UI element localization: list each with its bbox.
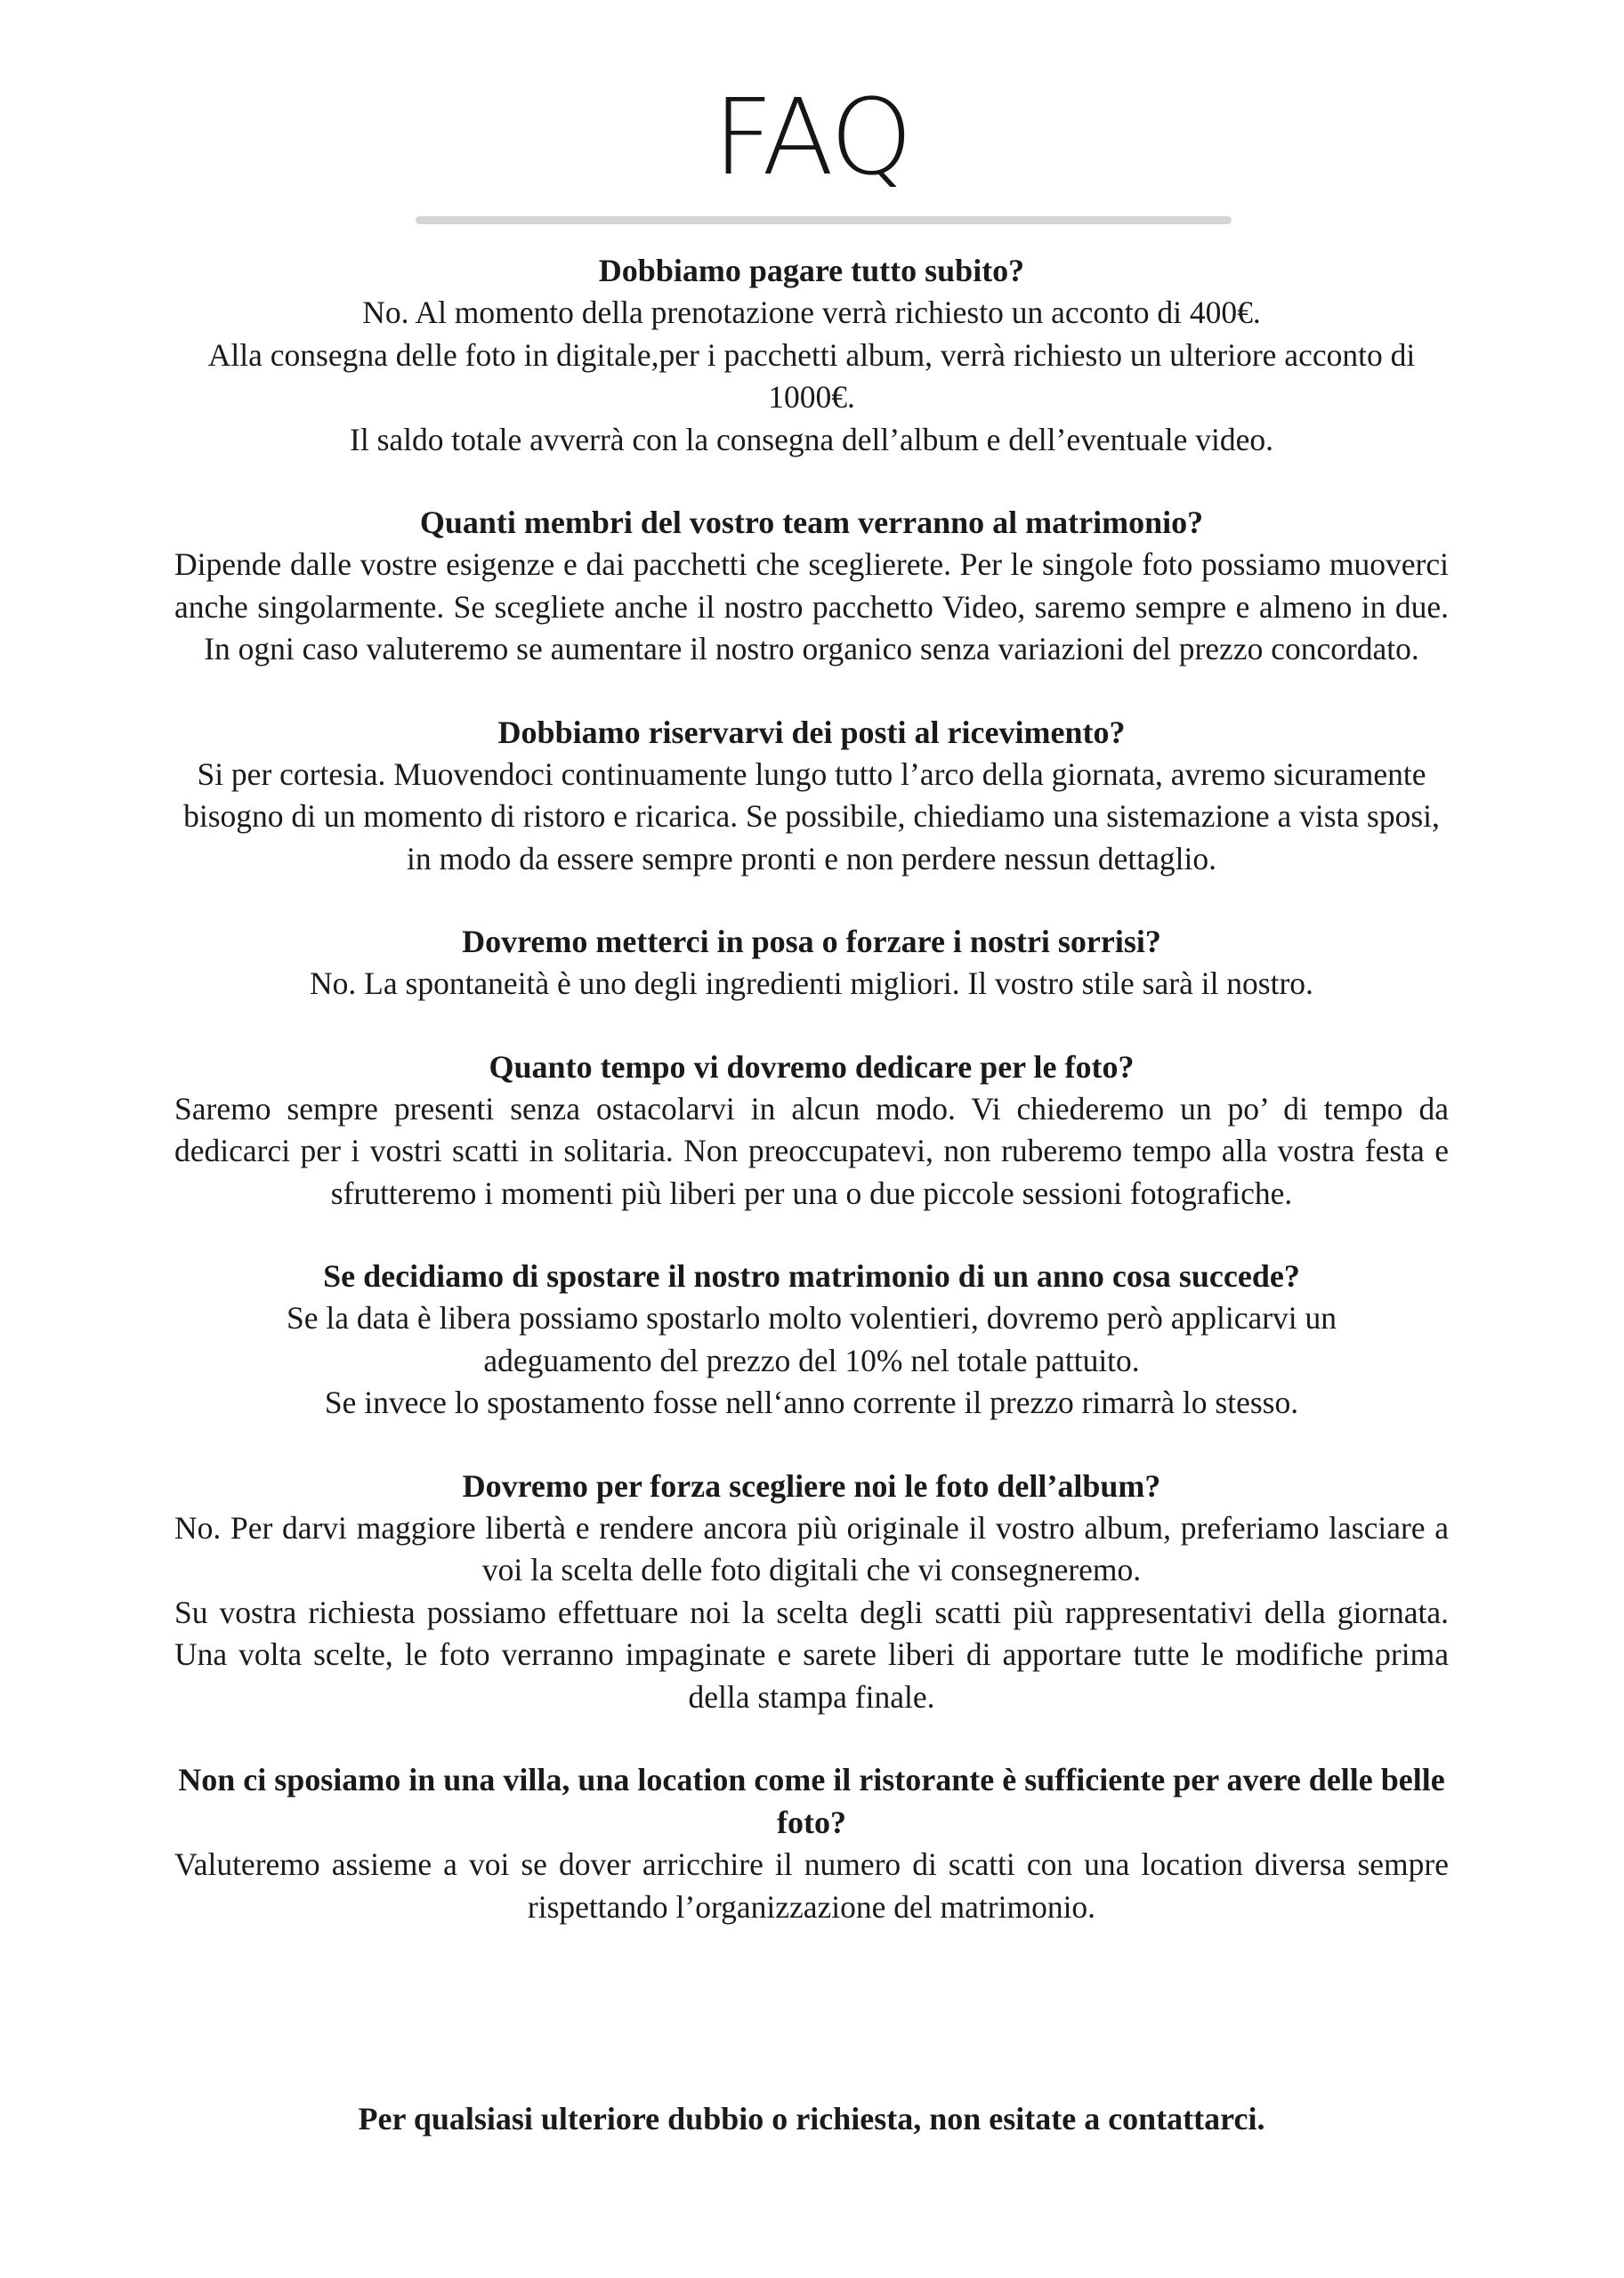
faq-question: Dovremo metterci in posa o forzare i nostri sorrisi? [462, 924, 1161, 959]
faq-list [174, 249, 1449, 1968]
faq-answer: Se la data è libera possiamo spostarlo molto volentieri, dovremo però applicarvi un adeguamento del prezzo del 10% nel totale pattuito. [286, 1300, 1337, 1378]
faq-answer: Si per cortesia. Muovendoci continuamente lungo tutto l’arco della giornata, avremo sicuramente bisogno di un momento di ristoro e ricarica. Se possibile, chiediamo una sistemazione a vista sposi, in modo da essere sempre pronti e non perdere nessun dettaglio. [183, 755, 1440, 876]
faq-question: Quanti membri del vostro team verranno al matrimonio? [419, 505, 1204, 540]
faq-answer: Dipende dalle vostre esigenze e dai pacchetti che sceglierete. Per le singole foto possiamo muoverci anche singolarmente. Se scegliete anche il nostro pacchetto Video, saremo sempre e almeno in due. In ogni caso valuteremo se aumentare il nostro organico senza variazioni del prezzo concordato. [174, 546, 1449, 666]
closing-note: Per qualsiasi ulteriore dubbio o richiesta, non esitate a contattarci. [358, 2101, 1265, 2137]
faq-answer: No. La spontaneità è uno degli ingredienti migliori. Il vostro stile sarà il nostro. [310, 965, 1313, 1001]
faq-question: Dovremo per forza scegliere noi le foto dell’album? [462, 1467, 1161, 1504]
faq-item-reschedule [174, 1255, 1449, 1425]
faq-answer: No. Per darvi maggiore libertà e rendere ancora più originale il vostro album, preferiamo lasciare a voi la scelta delle foto digitali che vi consegneremo. [174, 1509, 1449, 1587]
faq-item-time [174, 1046, 1449, 1216]
faq-item-album [174, 1465, 1449, 1719]
faq-item-team [174, 501, 1449, 671]
faq-item-location [174, 1758, 1449, 1928]
faq-answer: Saremo sempre presenti senza ostacolarvi in alcun modo. Vi chiederemo un po’ di tempo da dedicarci per i vostri scatti in solitaria. Non preoccupatevi, non ruberemo tempo alla vostra festa e sfrutteremo i momenti più liberi per una o due piccole sessioni fotografiche. [174, 1090, 1449, 1211]
faq-answer: Se invece lo spostamento fosse nell‘anno corrente il prezzo rimarrà lo stesso. [324, 1385, 1299, 1420]
faq-answer: Alla consegna delle foto in digitale,per i pacchetti album, verrà richiesto un ulteriore acconto di 1000€. [207, 336, 1416, 415]
faq-question: Quanto tempo vi dovremo dedicare per le foto? [489, 1048, 1135, 1085]
title-divider [416, 216, 1232, 224]
page-title: FAQ [713, 76, 911, 198]
faq-item-seats [174, 711, 1449, 881]
faq-question: Se decidiamo di spostare il nostro matrimonio di un anno cosa succede? [323, 1258, 1300, 1294]
faq-question: Dobbiamo riservarvi dei posti al ricevimento? [497, 714, 1126, 750]
faq-answer: Il saldo totale avverrà con la consegna dell’album e dell’eventuale video. [350, 421, 1273, 457]
faq-item-pose [174, 920, 1449, 1006]
faq-answer: Su vostra richiesta possiamo effettuare noi la scelta degli scatti più rappresentativi della giornata. Una volta scelte, le foto verranno impaginate e sarete liberi di apportare tutte le modifiche prima della stampa finale. [174, 1594, 1449, 1715]
faq-answer: Valuteremo assieme a voi se dover arricchire il numero di scatti con una location diversa sempre rispettando l’organizzazione del matrimonio. [174, 1846, 1449, 1925]
faq-item-payment [174, 249, 1449, 461]
faq-question: Dobbiamo pagare tutto subito? [598, 253, 1025, 288]
faq-question: Non ci sposiamo in una villa, una location come il ristorante è sufficiente per avere delle belle foto? [178, 1762, 1445, 1840]
faq-answer: No. Al momento della prenotazione verrà richiesto un acconto di 400€. [362, 295, 1261, 330]
